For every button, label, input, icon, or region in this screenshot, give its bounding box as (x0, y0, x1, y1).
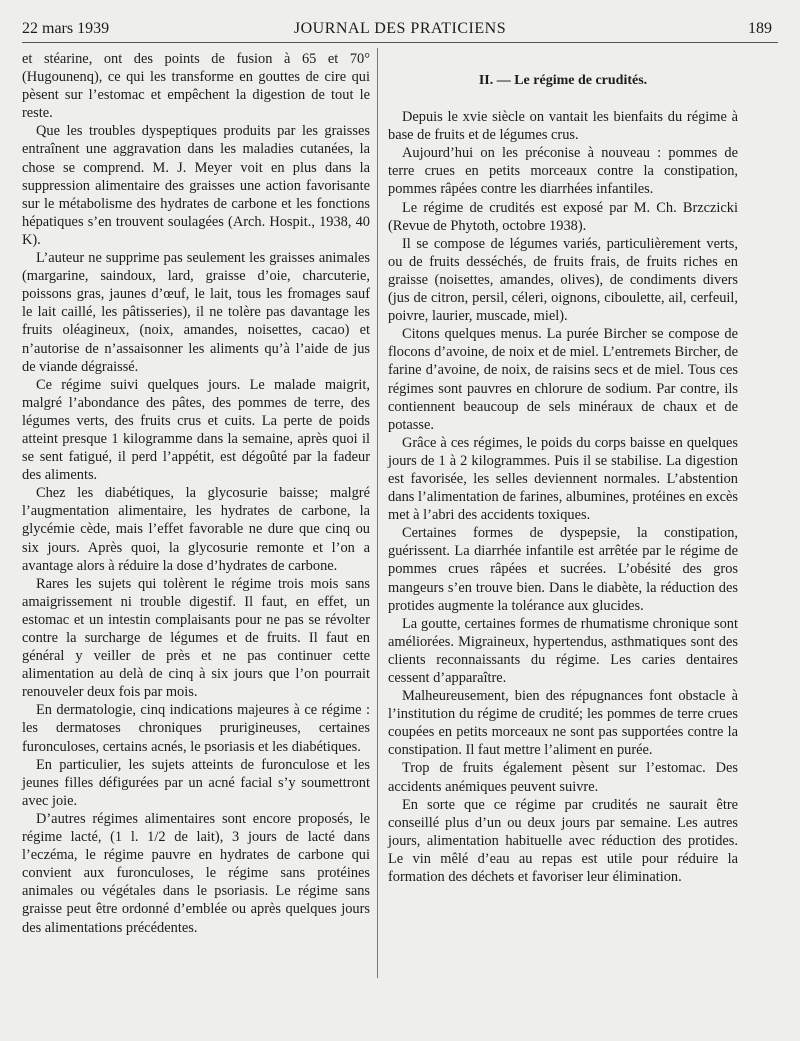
paragraph: Rares les sujets qui tolèrent le régime trois mois sans amaigrissement ni trouble digestif. Il faut, en effet, un estomac et un intestin complaisants pour ne pas se révolter contre la surcharge de légumes et de fruits. Il faut en général y veiller de près et ne pas continuer cette alimentation au delà de cinq à six jours que l’on pourrait renouveler deux fois par mois. (22, 575, 370, 701)
paragraph: En particulier, les sujets atteints de furonculose et les jeunes filles défigurées par un acné facial s’y soumettront avec joie. (22, 756, 370, 809)
paragraph: Grâce à ces régimes, le poids du corps baisse en quelques jours de 1 à 2 kilogrammes. Puis il se stabilise. La digestion est favorisée, les selles deviennent normales. L’abstention dans l’alimentation de farines, albumines, protéines en excès met à l’abri des accidents toxiques. (388, 434, 738, 524)
paragraph: Ce régime suivi quelques jours. Le malade maigrit, malgré l’abondance des pâtes, des pommes de terre, des légumes verts, des fruits crus et cuits. La perte de poids atteint presque 1 kilogramme dans la semaine, après quoi il se sent fatigué, il perd l’appétit, est dégoûté par la fadeur des aliments. (22, 376, 370, 484)
left-column (22, 50, 370, 937)
paragraph: Il se compose de légumes variés, particulièrement verts, ou de fruits desséchés, de fruits frais, de fruits riches en graisse (noisettes, amandes, olives), de condiments divers (jus de citron, persil, céleri, oignons, ciboulette, ail, cerfeuil, poivre, laurier, muscade, miel). (388, 235, 738, 325)
paragraph: Malheureusement, bien des répugnances font obstacle à l’institution du régime de crudité; les pommes de terre crues coupées en petits morceaux ne sont pas supportées contre la constipation. Il faut mettre l’aliment en purée. (388, 688, 738, 759)
column-divider (377, 48, 378, 978)
paragraph: En dermatologie, cinq indications majeures à ce régime : les dermatoses chroniques prurigineuses, certaines furonculoses, certains acnés, le psoriasis et les diabétiques. (22, 702, 370, 755)
journal-title: JOURNAL DES PRATICIENS (293, 20, 507, 37)
paragraph: En sorte que ce régime par crudités ne saurait être conseillé plus d’un ou deux jours par semaine. Les autres jours, alimentation habituelle avec réduction des protides. Le vin mêlé d’eau au repas est utile pour réduire la formation des déchets et favoriser leur élimination. (388, 796, 738, 886)
paragraph: Aujourd’hui on les préconise à nouveau : pommes de terre crues en petits morceaux contre la constipation, pommes râpées contre les diarrhées infantiles. (388, 145, 738, 198)
paragraph: Chez les diabétiques, la glycosurie baisse; malgré l’augmentation alimentaire, les hydrates de carbone, la glycémie cède, mais l’effet favorable ne dure que cinq ou six jours. Après quoi, la glycosurie remonte et l’on a avantage alors à réduire la dose d’hydrates de carbone. (22, 485, 370, 574)
paragraph: Trop de fruits également pèsent sur l’estomac. Des accidents anémiques peuvent suivre. (388, 760, 738, 795)
paragraph: D’autres régimes alimentaires sont encore proposés, le régime lacté, (1 l. 1/2 de lait), 3 jours de lacté dans l’eczéma, le régime pauvre en hydrates de carbone qui convient aux furonculoses, le régime sans protéines animales ou végétales dans le psoriasis. Le régime sans graisse peut être ordonné d’emblée ou après quelques jours des alimentations précédentes. (22, 810, 370, 936)
paragraph: Que les troubles dyspeptiques produits par les graisses entraînent une aggravation dans les maladies cutanées, la chose se comprend. M. J. Meyer voit en plus dans la suppression alimentaire des graisses une action favorisante sur le métabolisme des hydrates de carbone et les fonctions hépatiques s’en trouvent soulagées (Arch. Hospit., 1938, 40 K). (22, 123, 370, 248)
section-title: II. — Le régime de crudités. (478, 73, 648, 88)
page-number: 189 (748, 20, 772, 37)
header-rule (22, 42, 778, 43)
paragraph: Citons quelques menus. La purée Bircher se compose de flocons d’avoine, de noix et de miel. L’entremets Bircher, de farine d’avoine, de noix, de raisins secs et de miel. Tous ces régimes sont pauvres en chlorure de sodium. Par contre, ils contiennent beaucoup de sels minéraux de chaux et de potasse. (388, 326, 738, 433)
paragraph: et stéarine, ont des points de fusion à 65 et 70° (Hugounenq), ce qui les transforme en gouttes de cire qui pèsent sur l’estomac et empêchent la digestion de tout le reste. (22, 51, 370, 122)
paragraph: La goutte, certaines formes de rhumatisme chronique sont améliorées. Migraineux, hypertendus, asthmatiques sont des clients reconnaissants du régime. Les caries dentaires cessent d’apparaître. (388, 615, 738, 686)
right-column (388, 50, 738, 886)
paragraph: L’auteur ne supprime pas seulement les graisses animales (margarine, saindoux, lard, graisse d’oie, charcuterie, poissons gras, jaunes d’œuf, le lait, tous les fromages sauf le lait caillé, les pâtisseries), il ne tolère pas davantage les fruits oléagineux, (noix, amandes, noisettes, cacao) et n’autorise de n’assaisonner les aliments qu’à l’aide de jus de viande dégraissé. (22, 250, 370, 375)
paragraph: Certaines formes de dyspepsie, la constipation, guérissent. La diarrhée infantile est arrêtée par le régime de pommes crues râpées et sucrées. L’obésité des gros mangeurs s’en trouve bien. Dans le diabète, la réduction des protides augmente la tolérance aux glucides. (388, 525, 738, 614)
page-header (22, 14, 778, 42)
header-date: 22 mars 1939 (22, 20, 110, 37)
paragraph: Le régime de crudités est exposé par M. Ch. Brzczicki (Revue de Phytoth, octobre 1938). (388, 199, 738, 234)
paragraph: Depuis le xvie siècle on vantait les bienfaits du régime à base de fruits et de légumes crus. (388, 109, 738, 144)
